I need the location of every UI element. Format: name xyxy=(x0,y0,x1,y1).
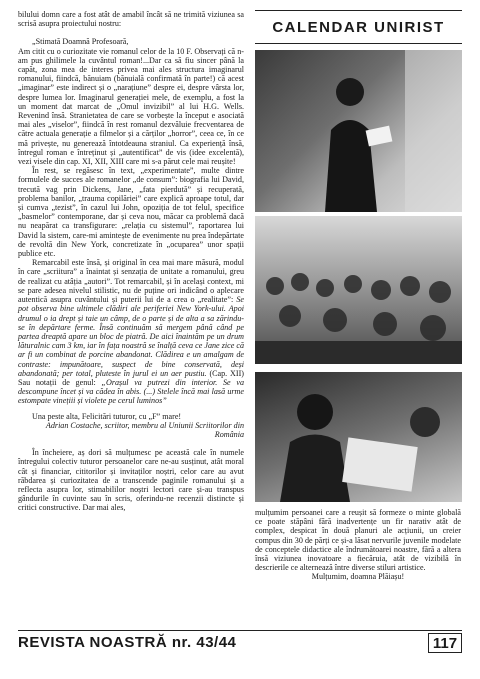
novel-quote-1: Se pot observa bine ultimele clădiri ale periferiei New York-ului. Apoi drumul o ia drept și taie un câmp, de o parte și de alta a sa zărindu-se în depărtare ferme. Însă continuăm să mergem până când pe partea dreaptă apare un bloc de piatră. De aici înaintăm pe un drum lăturalnic cam 3 km, iar în fața noastră se înalță ceva ce Jane zice că ar fi un combinat de porcine abandonat. Clădirea e un amalgam de contraste: impunătoare, suspect de bine conservată, deși abandonată; per total, pluteste în jurul ei un aer pustiu. xyxy=(18,295,244,378)
page-footer xyxy=(18,630,462,652)
letter-paragraph-3 xyxy=(18,258,244,405)
magazine-title: REVISTA NOASTRĂ nr. 43/44 xyxy=(18,634,237,651)
photo-speaker xyxy=(255,50,462,212)
letter-paragraph-2: În rest, se regăsesc în text, „experimentate”, multe dintre formulele de succes ale romanelor „de consum”: biografia lui David, trecută vag prin Dickens, Jane, „fata pierdută” și recuperată, problema banilor, „trauma copilăriei” care explică aproape totul, dar și cumva „tezist”, în cazul lui John, opoziția de tot felul, specifice „basmelor” contemporane, dar și ceva nou, măcar ca problemă dacă nu neapărat ca transfigurare: „relația cu sistemul”, raportarea lui David la sistem, care-mi amintește de evenimente nu prea îndepărtate de revoltă din New York, concretizate în „ocuparea” unor spații publice etc. xyxy=(18,166,244,259)
intro-paragraph: bilului domn care a fost atât de amabil încât să ne trimită viziunea sa scrisă asupra proiectului nostru: xyxy=(18,10,244,29)
closing-paragraph: În încheiere, aș dori să mulțumesc pe această cale în numele întregului colectiv tuturor persoanelor care ne-au susținut, atât moral cât și financiar, cititorilor și invitaților noștri, celor care au avut răbdarea și curiozitatea de a transcende paginile romanului și a reflecta asupra lor, stimabililor noștri lectori care și-au transpus gândurile în cuvinte sau în scris, oferindu-ne recenzii distincte și critici constructive. Dar mai ales, xyxy=(18,448,244,513)
paragraph-3-text: Remarcabil este însă, și original în cea mai mare măsură, modul în care „scriitura” a înaintat și senzația de unitate a romanului, greu de realizat cu atâția „autori”. Tot remarcabil, și în același context, mi se pare adesea nivelul stilistic, nu de puține ori indicând o aplecare autentică asupra cuvântului și puterii lui de a crea o „realitate”: xyxy=(18,258,244,305)
thanks-line: Mulțumim, doamna Plăiașu! xyxy=(311,572,405,582)
paragraph-3-tail: (Cap. XII) Sau notații de genul: xyxy=(18,368,244,387)
novel-quote-2: „Orașul va putrezi din interior. Se va descompune încet și va cădea în abis. (...) Stelele încă mai lasă urme estompate vinețiii și violete pe cerul luminos” xyxy=(18,377,244,406)
page-number: 117 xyxy=(428,633,462,653)
left-column xyxy=(18,10,244,513)
photo-reading xyxy=(255,372,462,502)
letter-salutation: „Stimată Doamnă Profesoară, xyxy=(32,37,129,47)
letter-signature: Adrian Costache, scriitor, membru al Uniunii Scriitorilor din România xyxy=(45,420,244,439)
letter-closing: Una peste alta, Felicitări tuturor, cu „F” mare! xyxy=(32,411,182,421)
photo-audience xyxy=(255,216,462,364)
letter-paragraph-1: Am citit cu o curiozitate vie romanul celor de la 10 F. Observați că n-am pus ghilimele la cuvântul roman!...Dar ca să fiu sincer până la capăt, zona mea de interes privea mai ales structura imaginarul romanului, fiindcă, bănuiam (bănuială confirmată în parte!) că acest „imaginar” este indirect și o „narațiune” despre ei, despre vârsta lor, despre lumea lor. Imaginarul generației mele, de exemplu, a fost la un moment dat marcat de „Omul invizibil” al lui H.G. Wells. Revenind însă. Stranietatea de care se vorbește la început e asociată mai ales „viselor”, fiindcă în rest romanul dezvăluie frecventarea de către actuala generație a filmelor și a cărților „horror”, ceea ce, în ce mă privește, nu generează întotdeauna straniul. Ca experiență însă, întregul roman e întreținut și „autentificat” de vis (idee excelentă), vezi visele din cap. XI, XII, XIII care mi s-a părut cele mai reușite! xyxy=(18,46,244,167)
right-column xyxy=(255,508,461,582)
right-paragraph: mulțumim persoanei care a reușit să formeze o minte globală ce poate stăpâni fără inadvertențe un fir narativ atât de complex, despicat în două planuri ale acțiunii, un creier compus din 30 de părți ce și-a lăsat nervurile juvenile modelate de conceptele didactice ale îndrumătoarei noastre, fără a altera însă viziunea inovatoare a fiecăruia, atât de vizibilă în descrierile ce alternează între diverse stiluri artistice. xyxy=(255,508,461,573)
section-header: CALENDAR UNIRIST xyxy=(255,10,462,44)
